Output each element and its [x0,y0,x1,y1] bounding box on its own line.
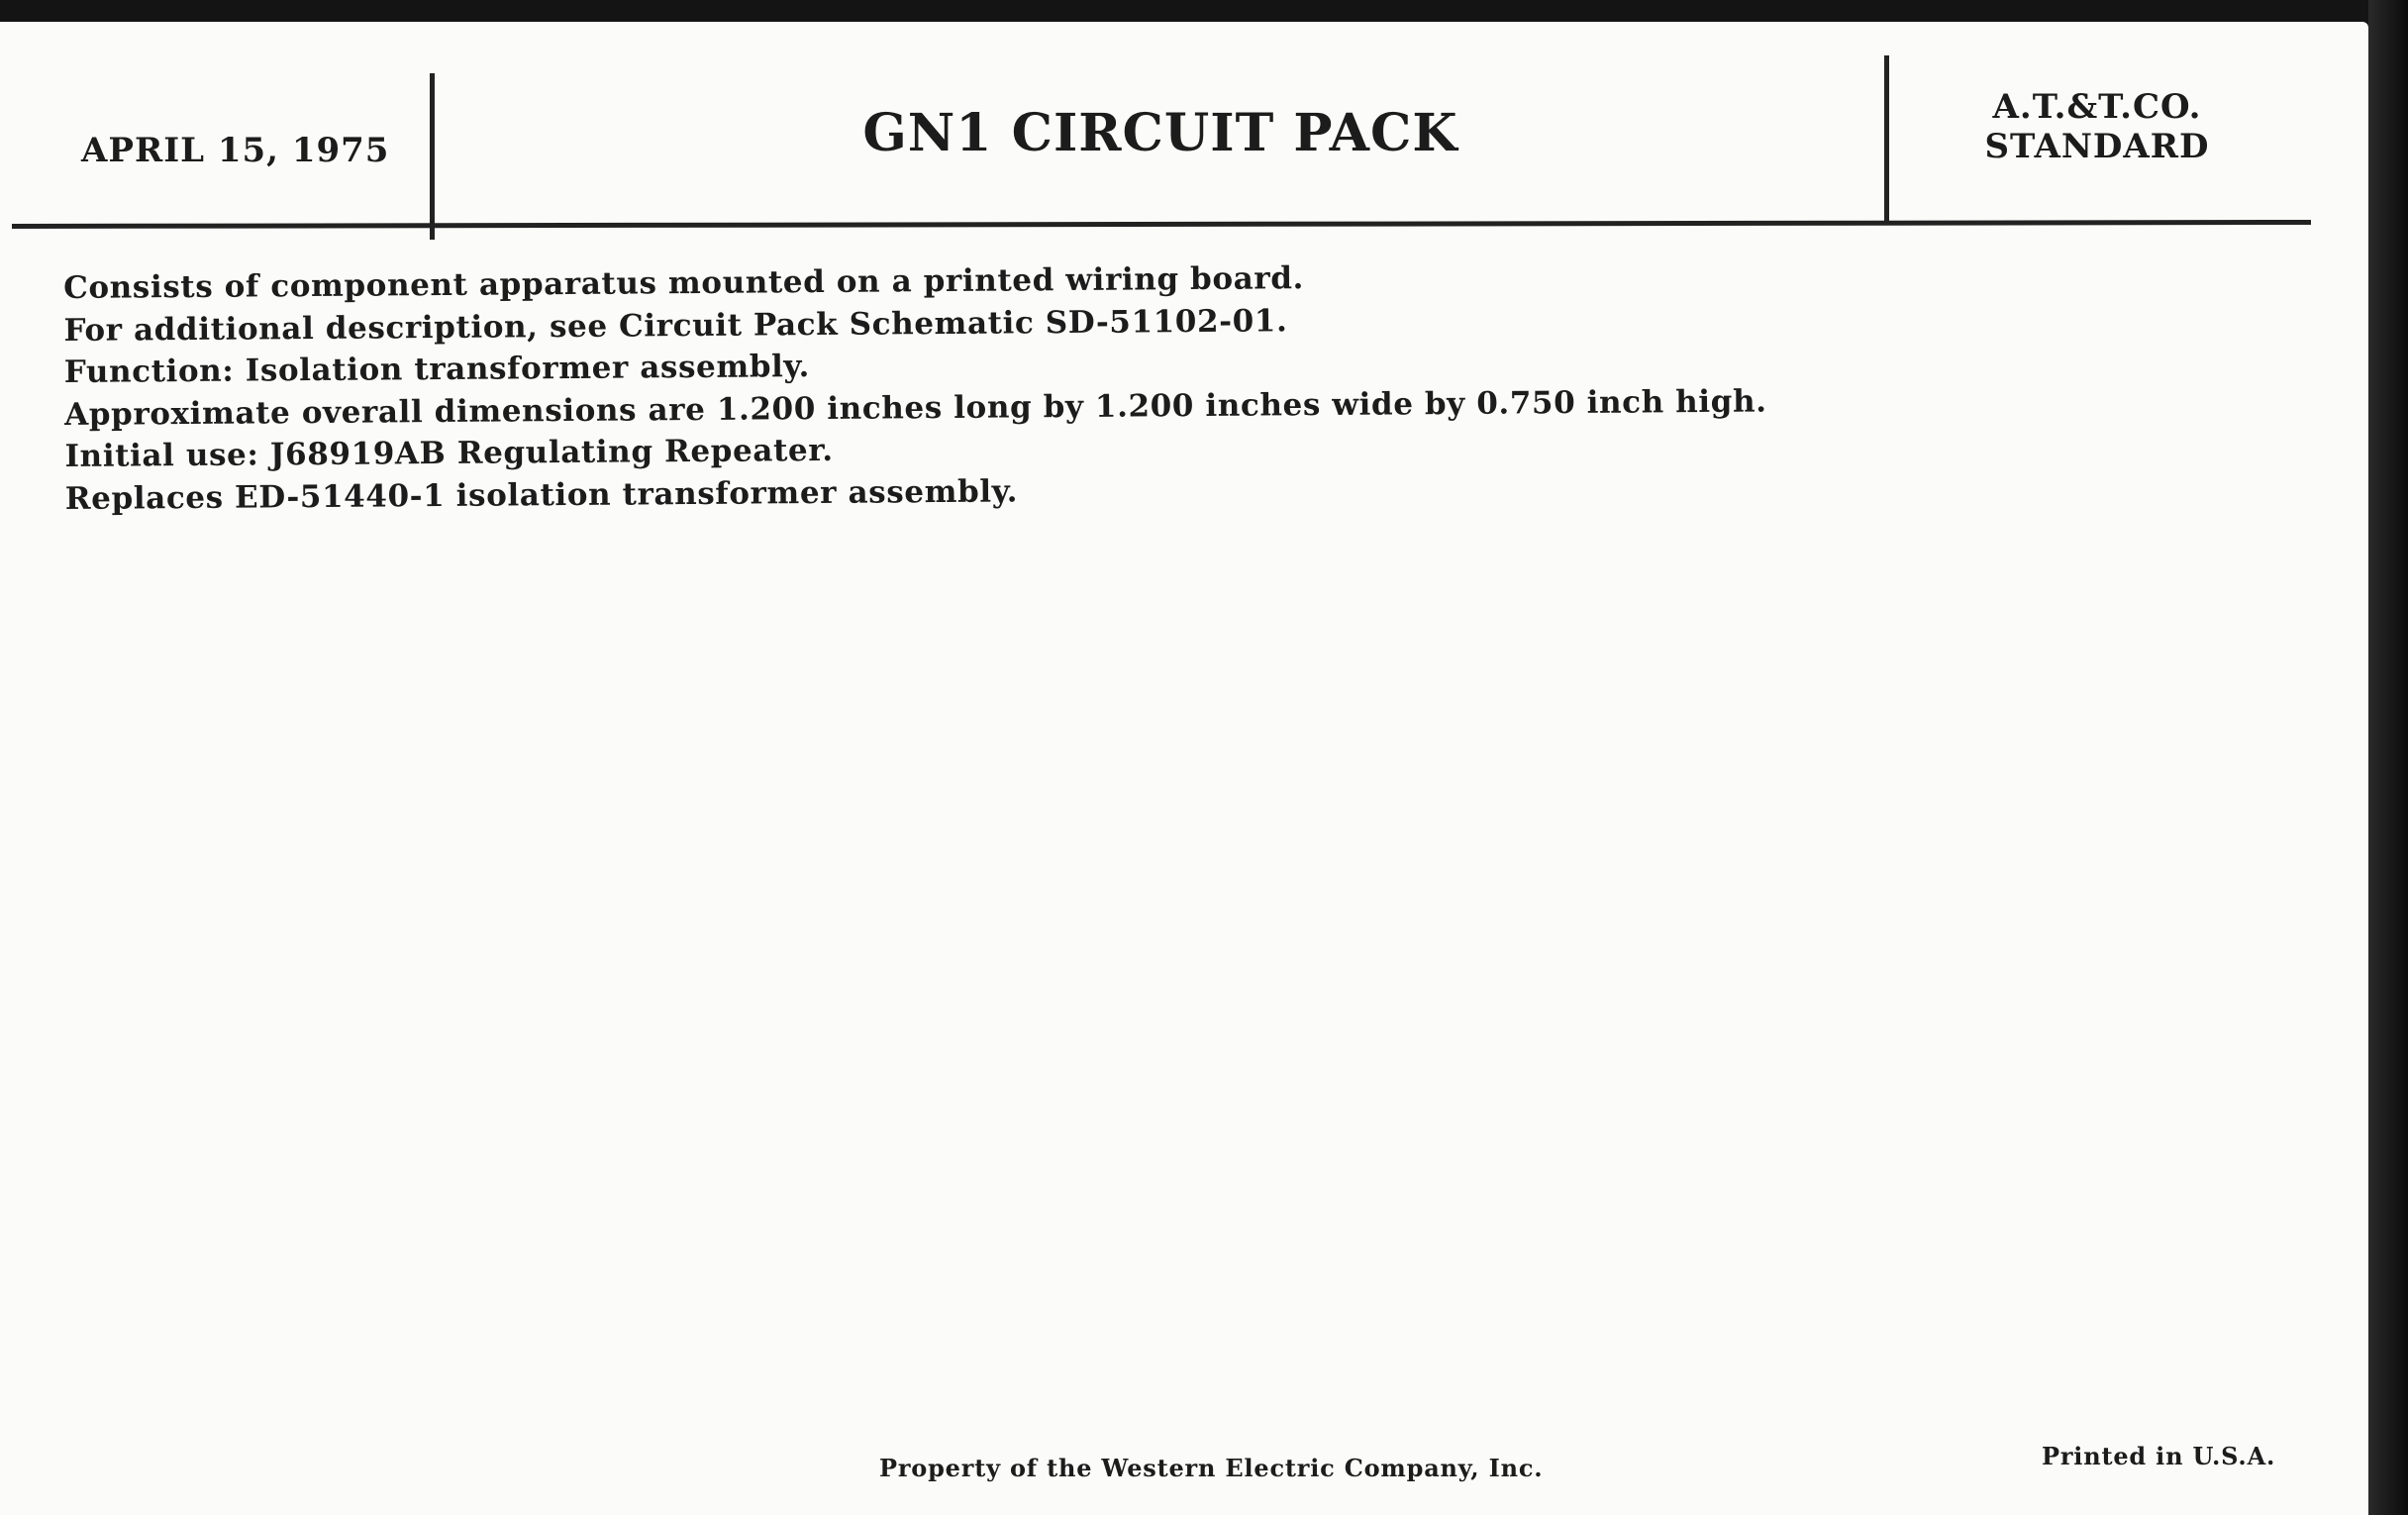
standard-label-line1: A.T.&T.CO. [1992,87,2202,127]
description-line-composition: Consists of component apparatus mounted on a printed wiring board. [63,260,1305,306]
standard-label-line2: STANDARD [1984,127,2210,166]
header-divider-left [430,73,435,240]
description-line-replaces: Replaces ED-51440-1 isolation transformer assembly. [64,472,1019,517]
footer-property-notice: Property of the Western Electric Company, Inc. [879,1454,1544,1482]
document-title: GN1 CIRCUIT PACK [862,103,1458,163]
document-card [0,22,2368,1515]
description-line-reference: For additional description, see Circuit Pack Schematic SD-51102-01. [63,302,1288,349]
description-line-function: Function: Isolation transformer assembly. [63,349,811,390]
description-line-initial-use: Initial use: J68919AB Regulating Repeater. [64,432,834,474]
footer-printed-in: Printed in U.S.A. [2042,1442,2276,1470]
description-line-dimensions: Approximate overall dimensions are 1.200 inches long by 1.200 inches wide by 0.750 inch high. [64,382,1767,433]
issue-date: APRIL 15, 1975 [81,131,390,170]
description-body [63,253,1848,520]
standard-label [1889,87,2305,166]
scan-edge-shadow [2368,0,2408,1515]
header-rule [12,220,2311,229]
